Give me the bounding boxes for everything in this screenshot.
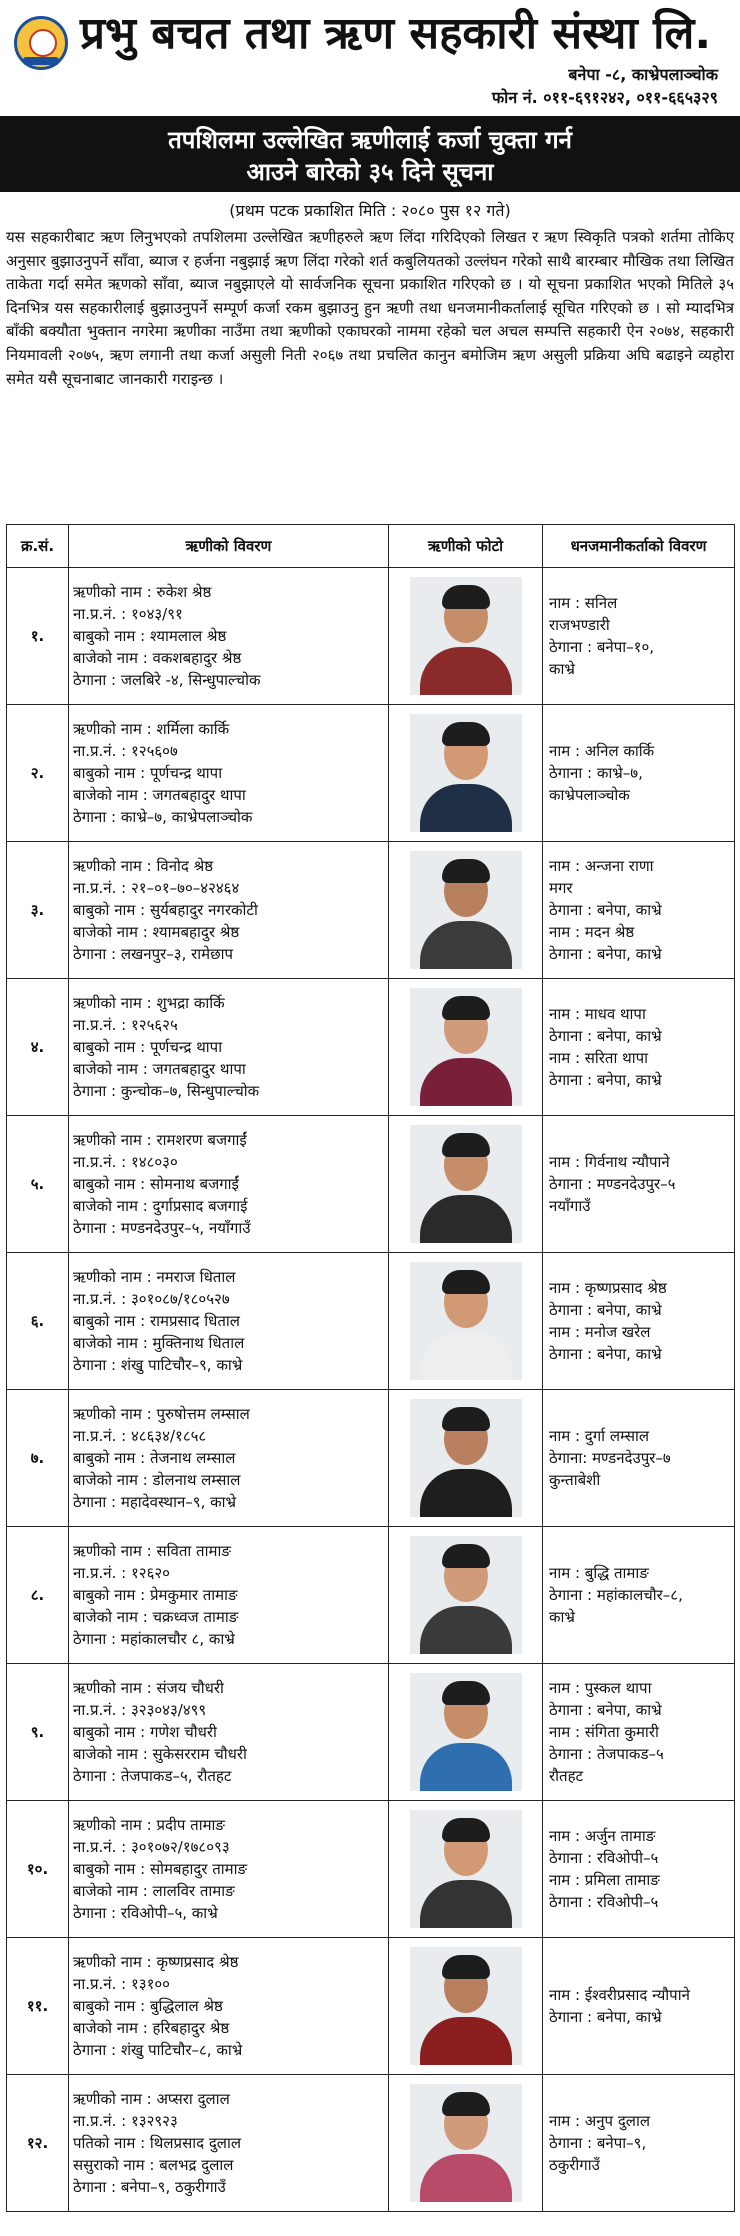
borrower-detail-line: ऋणीको नाम : पुरुषोत्तम लम्साल — [73, 1405, 250, 1423]
borrower-photo-cell — [389, 1664, 543, 1801]
guarantor-detail-line: ठकुरीगाउँ — [549, 2156, 600, 2174]
borrower-table — [6, 524, 735, 2212]
borrower-detail-line: ठेगाना : महादेवस्थान–९, काभ्रे — [73, 1493, 237, 1511]
organization-logo-icon — [14, 16, 68, 70]
row-serial-number: १०. — [7, 1801, 69, 1938]
guarantor-details — [543, 705, 735, 842]
borrower-photo — [410, 577, 522, 695]
guarantor-detail-line: नाम : मदन श्रेष्ठ — [549, 923, 635, 941]
guarantor-detail-line: नाम : अनुप दुलाल — [549, 2112, 651, 2130]
guarantor-detail-line: कुन्ताबेशी — [549, 1471, 601, 1489]
borrower-detail-line: बाबुको नाम : सोमनाथ बजगाईं — [73, 1175, 239, 1193]
borrower-detail-line: बाजेको नाम : सुकेसरराम चौधरी — [73, 1745, 247, 1763]
borrower-detail-line: ना.प्र.नं. : १०४३/९१ — [73, 605, 183, 623]
row-serial-number: ८. — [7, 1527, 69, 1664]
borrower-detail-line: ससुराको नाम : बलभद्र दुलाल — [73, 2156, 234, 2174]
guarantor-detail-line: ठेगाना : बनेपा, काभ्रे — [549, 2008, 662, 2026]
guarantor-detail-line: काभ्रे — [549, 660, 575, 678]
guarantor-details — [543, 1390, 735, 1527]
borrower-photo-cell — [389, 1116, 543, 1253]
table-body — [7, 568, 735, 2212]
guarantor-detail-line: नाम : दुर्गा लम्साल — [549, 1427, 650, 1445]
borrower-detail-line: ना.प्र.नं. : ४८६३४/१८५८ — [73, 1427, 207, 1445]
table-row — [7, 1116, 735, 1253]
borrower-detail-line: ऋणीको नाम : विनोद श्रेष्ठ — [73, 857, 214, 875]
borrower-detail-line: बाबुको नाम : प्रेमकुमार तामाङ — [73, 1586, 238, 1604]
guarantor-detail-line: नाम : सरिता थापा — [549, 1049, 649, 1067]
table-row — [7, 1664, 735, 1801]
borrower-details — [69, 1253, 389, 1390]
borrower-detail-line: ऋणीको नाम : प्रदीप तामाङ — [73, 1816, 225, 1834]
guarantor-detail-line: नाम : प्रमिला तामाङ — [549, 1871, 660, 1889]
borrower-detail-line: बाबुको नाम : गणेश चौधरी — [73, 1723, 217, 1741]
borrower-photo — [410, 1673, 522, 1791]
borrower-detail-line: बाबुको नाम : पूर्णचन्द्र थापा — [73, 764, 223, 782]
guarantor-detail-line: ठेगाना : बनेपा–९, — [549, 2134, 647, 2152]
borrower-photo-cell — [389, 2075, 543, 2212]
guarantor-detail-line: ठेगाना: मण्डनदेउपुर–७ — [549, 1449, 671, 1467]
borrower-detail-line: ठेगाना : मण्डनदेउपुर–५, नयाँगाउँ — [73, 1219, 251, 1237]
guarantor-detail-line: नयाँगाउँ — [549, 1197, 591, 1215]
guarantor-detail-line: नाम : अन्जना राणा — [549, 857, 654, 875]
table-row — [7, 1253, 735, 1390]
borrower-detail-line: ना.प्र.नं. : १२५६०७ — [73, 742, 178, 760]
borrower-detail-line: ऋणीको नाम : शुभद्रा कार्कि — [73, 994, 225, 1012]
borrower-photo — [410, 714, 522, 832]
guarantor-details — [543, 1801, 735, 1938]
borrower-detail-line: बाजेको नाम : श्यामबहादुर श्रेष्ठ — [73, 923, 240, 941]
guarantor-detail-line: ठेगाना : रविओपी–५ — [549, 1849, 659, 1867]
borrower-photo — [410, 1399, 522, 1517]
borrower-photo-cell — [389, 979, 543, 1116]
borrower-detail-line: ठेगाना : तेजपाकड–५, रौतहट — [73, 1767, 232, 1785]
guarantor-details — [543, 2075, 735, 2212]
borrower-detail-line: ना.प्र.नं. : २१–०१–७०–४२४६४ — [73, 879, 240, 897]
row-serial-number: १२. — [7, 2075, 69, 2212]
borrower-photo — [410, 1947, 522, 2065]
guarantor-detail-line: ठेगाना : बनेपा, काभ्रे — [549, 901, 662, 919]
guarantor-detail-line: ठेगाना : बनेपा–१०, — [549, 638, 655, 656]
borrower-details — [69, 1390, 389, 1527]
guarantor-detail-line: ठेगाना : बनेपा, काभ्रे — [549, 945, 662, 963]
borrower-details — [69, 1801, 389, 1938]
borrower-detail-line: ऋणीको नाम : सविता तामाङ — [73, 1542, 231, 1560]
borrower-detail-line: बाजेको नाम : हरिबहादुर श्रेष्ठ — [73, 2019, 230, 2037]
borrower-photo — [410, 851, 522, 969]
guarantor-detail-line: नाम : बुद्धि तामाङ — [549, 1564, 649, 1582]
notice-title-banner — [0, 116, 740, 192]
borrower-detail-line: ऋणीको नाम : शर्मिला कार्कि — [73, 720, 230, 738]
borrower-photo — [410, 988, 522, 1106]
guarantor-details — [543, 842, 735, 979]
borrower-details — [69, 1938, 389, 2075]
guarantor-detail-line: काभ्रेपलाञ्चोक — [549, 786, 630, 804]
guarantor-detail-line: ठेगाना : बनेपा, काभ्रे — [549, 1301, 662, 1319]
guarantor-detail-line: रौतहट — [549, 1767, 584, 1785]
borrower-detail-line: ना.प्र.नं. : ३०१०८७/१८०५२७ — [73, 1290, 230, 1308]
borrower-detail-line: ना.प्र.नं. : ३२३०४३/४९९ — [73, 1701, 207, 1719]
borrower-detail-line: ना.प्र.नं. : १३२९२३ — [73, 2112, 178, 2130]
row-serial-number: २. — [7, 705, 69, 842]
guarantor-detail-line: ठेगाना : तेजपाकड–५ — [549, 1745, 664, 1763]
notice-title-line2: आउने बारेको ३५ दिने सूचना — [246, 158, 494, 186]
organization-phone: फोन नं. ०११-६९१२४२, ०११-६६५३२९ — [491, 88, 718, 107]
guarantor-detail-line: मगर — [549, 879, 573, 897]
borrower-detail-line: बाबुको नाम : तेजनाथ लम्साल — [73, 1449, 236, 1467]
table-row — [7, 979, 735, 1116]
row-serial-number: ११. — [7, 1938, 69, 2075]
row-serial-number: ४. — [7, 979, 69, 1116]
borrower-detail-line: ना.प्र.नं. : १२५६२५ — [73, 1016, 178, 1034]
borrower-detail-line: बाबुको नाम : सोमबहादुर तामाङ — [73, 1860, 248, 1878]
borrower-detail-line: ना.प्र.नं. : ३०१०७२/१७८०९३ — [73, 1838, 230, 1856]
borrower-photo — [410, 1810, 522, 1928]
guarantor-detail-line: काभ्रे — [549, 1608, 575, 1626]
borrower-photo-cell — [389, 1527, 543, 1664]
guarantor-detail-line: नाम : पुस्कल थापा — [549, 1679, 652, 1697]
borrower-detail-line: ऋणीको नाम : रुकेश श्रेष्ठ — [73, 583, 212, 601]
borrower-photo — [410, 1125, 522, 1243]
borrower-photo-cell — [389, 1253, 543, 1390]
row-serial-number: ७. — [7, 1390, 69, 1527]
guarantor-detail-line: ठेगाना : मण्डनदेउपुर–५ — [549, 1175, 676, 1193]
table-row — [7, 1527, 735, 1664]
guarantor-detail-line: नाम : संगिता कुमारी — [549, 1723, 659, 1741]
notice-body: यस सहकारीबाट ऋण लिनुभएको तपशिलमा उल्लेखित ऋणीहरुले ऋण लिंदा गरिदिएको लिखत र ऋण स्विकृति पत्रको शर्तमा तोकिए अनुसार बुझाउनुपर्ने साँवा, ब्याज र हर्जना नबुझाई ऋण लिंदा गरेको शर्त कबुलियतको उल्लंघन गरेको साथै बारम्बार मौखिक तथा लिखित ताकेता गर्दा समेत ऋणको साँवा, ब्याज नबुझाएले यो सार्वजनिक सूचना प्रकाशित गरिएको छ । यो सूचना प्रकाशित भएको मितिले ३५ दिनभित्र यस सहकारीलाई बुझाउनुपर्ने सम्पूर्ण कर्जा रकम बुझाउनु हुन ऋणी तथा धनजमानीकर्तालाई सूचित गरिएको छ । सो म्यादभित्र बाँकी बक्यौता भुक्तान नगरेमा ऋणीका नाउँमा तथा ऋणीको एकाघरको नाममा रहेको चल अचल सम्पत्ति सहकारी ऐन २०७४, सहकारी नियमावली २०७५, ऋण लगानी तथा कर्जा असुली निती २०६७ तथा प्रचलित कानुन बमोजिम ऋण असुली प्रक्रिया अघि बढाइने व्यहोरा समेत यसै सूचनाबाट जानकारी गराइन्छ । — [6, 228, 734, 388]
borrower-detail-line: ऋणीको नाम : संजय चौधरी — [73, 1679, 224, 1697]
table-row — [7, 1390, 735, 1527]
borrower-details — [69, 979, 389, 1116]
borrower-details — [69, 568, 389, 705]
guarantor-detail-line: ठेगाना : बनेपा, काभ्रे — [549, 1701, 662, 1719]
borrower-details — [69, 2075, 389, 2212]
row-serial-number: १. — [7, 568, 69, 705]
borrower-detail-line: बाजेको नाम : दुर्गाप्रसाद बजगाई — [73, 1197, 248, 1215]
guarantor-details — [543, 1527, 735, 1664]
borrower-detail-line: ऋणीको नाम : नमराज धिताल — [73, 1268, 236, 1286]
borrower-detail-line: बाजेको नाम : मुक्तिनाथ धिताल — [73, 1334, 245, 1352]
borrower-detail-line: ठेगाना : शंखु पाटिचौर–८, काभ्रे — [73, 2041, 243, 2059]
guarantor-detail-line: नाम : अनिल कार्कि — [549, 742, 655, 760]
borrower-detail-line: ना.प्र.नं. : १२६२० — [73, 1564, 170, 1582]
table-row — [7, 568, 735, 705]
guarantor-detail-line: राजभण्डारी — [549, 616, 610, 634]
borrower-detail-line: ऋणीको नाम : अप्सरा दुलाल — [73, 2090, 230, 2108]
table-row — [7, 705, 735, 842]
borrower-detail-line: बाबुको नाम : सुर्यबहादुर नगरकोटी — [73, 901, 258, 919]
borrower-details — [69, 1527, 389, 1664]
borrower-photo-cell — [389, 1801, 543, 1938]
borrower-photo — [410, 1262, 522, 1380]
header-borrower-photo: ऋणीको फोटो — [389, 525, 543, 568]
borrower-details — [69, 1664, 389, 1801]
table-row — [7, 842, 735, 979]
borrower-photo — [410, 2084, 522, 2202]
borrower-detail-line: बाजेको नाम : डोलनाथ लम्साल — [73, 1471, 241, 1489]
table-header-row — [7, 525, 735, 568]
guarantor-detail-line: नाम : सनिल — [549, 594, 618, 612]
header-serial-number: क्र.सं. — [7, 525, 69, 568]
borrower-detail-line: ठेगाना : काभ्रे–७, काभ्रेपलाञ्चोक — [73, 808, 253, 826]
borrower-detail-line: बाबुको नाम : श्यामलाल श्रेष्ठ — [73, 627, 227, 645]
guarantor-details — [543, 979, 735, 1116]
row-serial-number: ६. — [7, 1253, 69, 1390]
borrower-detail-line: बाजेको नाम : वकशबहादुर श्रेष्ठ — [73, 649, 242, 667]
borrower-photo-cell — [389, 705, 543, 842]
borrower-photo-cell — [389, 1390, 543, 1527]
borrower-details — [69, 1116, 389, 1253]
guarantor-detail-line: ठेगाना : काभ्रे–७, — [549, 764, 643, 782]
borrower-detail-line: बाजेको नाम : लालविर तामाङ — [73, 1882, 235, 1900]
guarantor-detail-line: नाम : माधव थापा — [549, 1005, 646, 1023]
borrower-photo-cell — [389, 842, 543, 979]
guarantor-detail-line: नाम : अर्जुन तामाङ — [549, 1827, 656, 1845]
borrower-detail-line: ठेगाना : शंखु पाटिचौर–९, काभ्रे — [73, 1356, 243, 1374]
borrower-photo — [410, 1536, 522, 1654]
borrower-detail-line: ठेगाना : रविओपी–५, काभ्रे — [73, 1904, 218, 1922]
row-serial-number: ३. — [7, 842, 69, 979]
guarantor-details — [543, 1938, 735, 2075]
borrower-detail-line: ठेगाना : जलबिरे -४, सिन्धुपाल्चोक — [73, 671, 261, 689]
borrower-detail-line: बाबुको नाम : पूर्णचन्द्र थापा — [73, 1038, 223, 1056]
borrower-detail-line: बाजेको नाम : जगतबहादुर थापा — [73, 1060, 246, 1078]
borrower-detail-line: ना.प्र.नं. : १३१०० — [73, 1975, 170, 1993]
guarantor-details — [543, 1664, 735, 1801]
table-row — [7, 1938, 735, 2075]
guarantor-details — [543, 568, 735, 705]
organization-name: प्रभु बचत तथा ऋण सहकारी संस्था लि. — [80, 8, 712, 59]
row-serial-number: ९. — [7, 1664, 69, 1801]
borrower-detail-line: बाबुको नाम : रामप्रसाद धिताल — [73, 1312, 240, 1330]
borrower-detail-line: पतिको नाम : थिलप्रसाद दुलाल — [73, 2134, 242, 2152]
table-row — [7, 1801, 735, 1938]
borrower-detail-line: ठेगाना : महांकालचौर ८, काभ्रे — [73, 1630, 235, 1648]
guarantor-detail-line: ठेगाना : बनेपा, काभ्रे — [549, 1027, 662, 1045]
organization-address: बनेपा -८, काभ्रेपलाञ्चोक — [568, 65, 718, 84]
borrower-detail-line: ना.प्र.नं. : १४८०३० — [73, 1153, 178, 1171]
borrower-details — [69, 705, 389, 842]
guarantor-detail-line: ठेगाना : बनेपा, काभ्रे — [549, 1071, 662, 1089]
borrower-detail-line: ऋणीको नाम : कृष्णप्रसाद श्रेष्ठ — [73, 1953, 239, 1971]
borrower-details — [69, 842, 389, 979]
row-serial-number: ५. — [7, 1116, 69, 1253]
publication-date: (प्रथम पटक प्रकाशित मिति : २०८० पुस १२ गते) — [229, 201, 511, 220]
table-row — [7, 2075, 735, 2212]
guarantor-details — [543, 1116, 735, 1253]
notice-title-line1: तपशिलमा उल्लेखित ऋणीलाई कर्जा चुक्ता गर्न — [168, 126, 572, 154]
borrower-detail-line: ठेगाना : बनेपा–९, ठकुरीगाउँ — [73, 2178, 226, 2196]
guarantor-detail-line: नाम : कृष्णप्रसाद श्रेष्ठ — [549, 1279, 667, 1297]
guarantor-detail-line: नाम : मनोज खरेल — [549, 1323, 651, 1341]
guarantor-detail-line: नाम : ईश्वरीप्रसाद न्यौपाने — [549, 1986, 690, 2004]
borrower-detail-line: ठेगाना : लखनपुर–३, रामेछाप — [73, 945, 234, 963]
borrower-detail-line: ऋणीको नाम : रामशरण बजगाईं — [73, 1131, 247, 1149]
guarantor-detail-line: ठेगाना : रविओपी–५ — [549, 1893, 659, 1911]
guarantor-detail-line: नाम : गिर्वनाथ न्यौपाने — [549, 1153, 670, 1171]
borrower-photo-cell — [389, 568, 543, 705]
header-borrower-details: ऋणीको विवरण — [69, 525, 389, 568]
borrower-detail-line: ठेगाना : कुन्चोक–७, सिन्धुपाल्चोक — [73, 1082, 260, 1100]
guarantor-detail-line: ठेगाना : महांकालचौर–८, — [549, 1586, 683, 1604]
guarantor-details — [543, 1253, 735, 1390]
borrower-detail-line: बाजेको नाम : जगतबहादुर थापा — [73, 786, 246, 804]
borrower-photo-cell — [389, 1938, 543, 2075]
guarantor-detail-line: ठेगाना : बनेपा, काभ्रे — [549, 1345, 662, 1363]
header-guarantor-details: धनजमानीकर्ताको विवरण — [543, 525, 735, 568]
header — [0, 0, 740, 116]
borrower-detail-line: बाबुको नाम : बुद्धिलाल श्रेष्ठ — [73, 1997, 223, 2015]
borrower-detail-line: बाजेको नाम : चक्रध्वज तामाङ — [73, 1608, 239, 1626]
